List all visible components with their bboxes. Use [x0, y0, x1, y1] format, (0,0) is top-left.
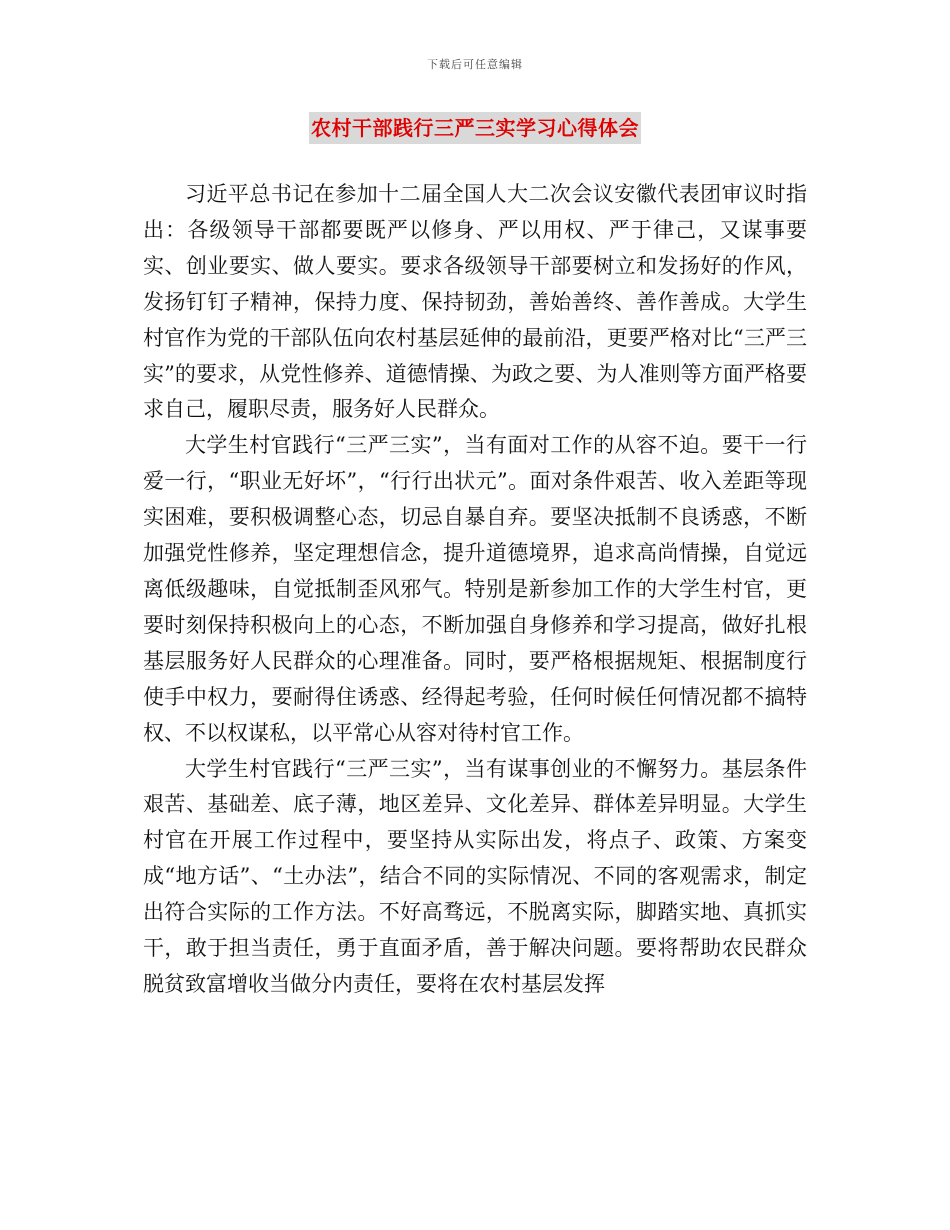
paragraph: 习近平总书记在参加十二届全国人大二次会议安徽代表团审议时指出：各级领导干部都要既严以修身、严以用权、严于律己，又谋事要实、创业要实、做人要实。要求各级领导干部要树立和发扬好的作风，发扬钉钉子精神，保持力度、保持韧劲，善始善终、善作善成。大学生村官作为党的干部队伍向农村基层延伸的最前沿，更要严格对比“三严三实”的要求，从党性修养、道德情操、为政之要、为人准则等方面严格要求自己，履职尽责，服务好人民群众。 — [143, 182, 807, 422]
title-container — [0, 112, 950, 144]
document-body — [143, 177, 807, 1003]
document-title: 农村干部践行三严三实学习心得体会 — [309, 112, 641, 144]
paragraph: 大学生村官践行“三严三实”，当有面对工作的从容不迫。要干一行爱一行，“职业无好坏”，“行行出状元”。面对条件艰苦、收入差距等现实困难，要积极调整心态，切忌自暴自弃。要坚决抵制不良诱惑，不断加强党性修养，坚定理想信念，提升道德境界，追求高尚情操，自觉远离低级趣味，自觉抵制歪风邪气。特别是新参加工作的大学生村官，更要时刻保持积极向上的心态，不断加强自身修养和学习提高，做好扎根基层服务好人民群众的心理准备。同时，要严格根据规矩、根据制度行使手中权力，要耐得住诱惑、经得起考验，任何时候任何情况都不搞特权、不以权谋私，以平常心从容对待村官工作。 — [143, 433, 807, 745]
paragraph: 大学生村官践行“三严三实”，当有谋事创业的不懈努力。基层条件艰苦、基础差、底子薄，地区差异、文化差异、群体差异明显。大学生村官在开展工作过程中，要坚持从实际出发，将点子、政策、方案变成“地方话”、“土办法”，结合不同的实际情况、不同的客观需求，制定出符合实际的工作方法。不好高骛远，不脱离实际，脚踏实地、真抓实干，敢于担当责任，勇于直面矛盾，善于解决问题。要将帮助农民群众脱贫致富增收当做分内责任，要将在农村基层发挥 — [143, 756, 807, 996]
header-note: 下载后可任意编辑 — [427, 58, 523, 71]
